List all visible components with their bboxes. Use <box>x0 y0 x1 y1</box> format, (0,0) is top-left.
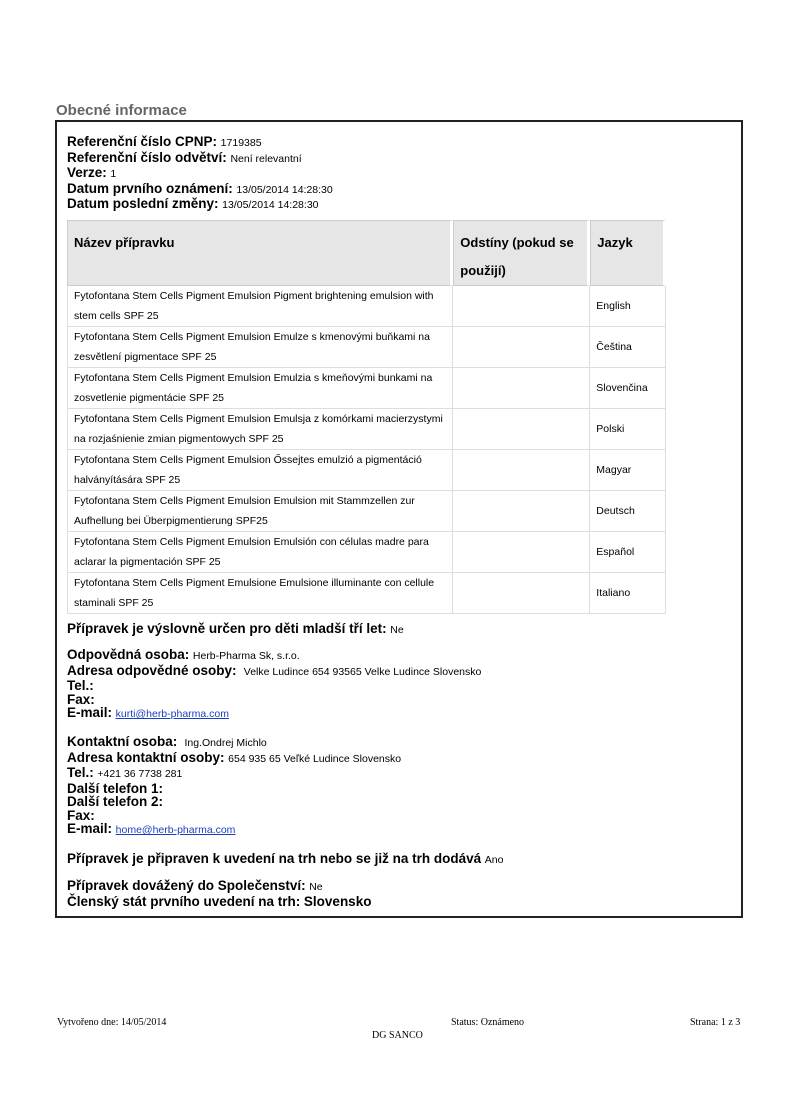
product-name-cell: Fytofontana Stem Cells Pigment Emulsion Pigment brightening emulsion with stem cells SPF 25 <box>67 286 453 327</box>
table-row <box>67 286 666 327</box>
language-cell: English <box>590 286 666 327</box>
shades-cell <box>453 327 590 368</box>
notification-metadata <box>67 135 333 213</box>
contact-email-link[interactable]: home@herb-pharma.com <box>115 824 236 836</box>
footer-organization: DG SANCO <box>372 1030 423 1041</box>
product-name-cell: Fytofontana Stem Cells Pigment Emulsion Őssejtes emulzió a pigmentáció halványítására SPF 25 <box>67 450 453 491</box>
shades-cell <box>453 450 590 491</box>
table-row <box>67 491 666 532</box>
market-status-line: Přípravek je připraven k uvedení na trh nebo se již na trh dodává Ano <box>67 851 504 866</box>
col-header-name: Název přípravku <box>67 220 453 286</box>
language-cell: Deutsch <box>590 491 666 532</box>
product-name-cell: Fytofontana Stem Cells Pigment Emulsion Emulze s kmenovými buňkami na zesvětlení pigmentace SPF 25 <box>67 327 453 368</box>
product-name-cell: Fytofontana Stem Cells Pigment Emulsione Emulsione illuminante con cellule staminali SPF 25 <box>67 573 453 614</box>
footer-created-date: Vytvořeno dne: 14/05/2014 <box>57 1017 167 1028</box>
shades-cell <box>453 286 590 327</box>
table-row <box>67 327 666 368</box>
contact-person-block: Kontaktní osoba: Ing.Ondrej Michlo Adresa kontaktní osoby: 654 935 65 Veľké Ludince Slovensko Tel.: +421 36 7738 281 Další telefon 1: Další telefon 2: Fax: E-mail: home@herb-pharma.com <box>67 734 402 836</box>
version: Verze: 1 <box>67 165 117 180</box>
children-product-line: Přípravek je výslovně určen pro děti mladší tří let: Ne <box>67 621 404 636</box>
product-name-cell: Fytofontana Stem Cells Pigment Emulsion Emulsja z komórkami macierzystymi na rozjaśnienie zmian pigmentowych SPF 25 <box>67 409 453 450</box>
col-header-shades: Odstíny (pokud se použijí) <box>453 220 590 286</box>
section-title: Obecné informace <box>56 102 187 119</box>
responsible-email-link[interactable]: kurti@herb-pharma.com <box>115 708 230 720</box>
table-row <box>67 450 666 491</box>
language-cell: Slovenčina <box>590 368 666 409</box>
table-row <box>67 573 666 614</box>
first-notification-date: Datum prvního oznámení: 13/05/2014 14:28:30 <box>67 180 333 196</box>
col-header-language: Jazyk <box>590 220 666 286</box>
product-name-cell: Fytofontana Stem Cells Pigment Emulsion Emulzia s kmeňovými bunkami na zosvetlenie pigmentácie SPF 25 <box>67 368 453 409</box>
responsible-person-block: Odpovědná osoba: Herb-Pharma Sk, s.r.o. Adresa odpovědné osoby: Velke Ludince 654 93565 Velke Ludince Slovensko Tel.: Fax: E-mail: kurti@herb-pharma.com <box>67 647 482 720</box>
table-row <box>67 532 666 573</box>
footer-page-number: Strana: 1 z 3 <box>690 1017 741 1028</box>
language-cell: Čeština <box>590 327 666 368</box>
shades-cell <box>453 368 590 409</box>
last-change-date: Datum poslední změny: 13/05/2014 14:28:30 <box>67 196 319 211</box>
shades-cell <box>453 573 590 614</box>
table-row <box>67 368 666 409</box>
shades-cell <box>453 409 590 450</box>
language-cell: Italiano <box>590 573 666 614</box>
language-cell: Polski <box>590 409 666 450</box>
shades-cell <box>453 532 590 573</box>
footer-status: Status: Oznámeno <box>451 1017 525 1028</box>
language-cell: Magyar <box>590 450 666 491</box>
table-header-row <box>67 220 666 286</box>
product-name-cell: Fytofontana Stem Cells Pigment Emulsion Emulsion mit Stammzellen zur Aufhellung bei Überpigmentierung SPF25 <box>67 491 453 532</box>
language-cell: Español <box>590 532 666 573</box>
table-row <box>67 409 666 450</box>
sector-ref: Referenční číslo odvětví: Není relevantní <box>67 149 302 165</box>
cpnp-ref: Referenční číslo CPNP: 1719385 <box>67 134 262 149</box>
import-block: Přípravek dovážený do Společenství: Ne Členský stát prvního uvedení na trh: Slovensko <box>67 878 372 909</box>
product-name-cell: Fytofontana Stem Cells Pigment Emulsion Emulsión con células madre para aclarar la pigmentación SPF 25 <box>67 532 453 573</box>
product-names-table <box>67 220 666 614</box>
shades-cell <box>453 491 590 532</box>
